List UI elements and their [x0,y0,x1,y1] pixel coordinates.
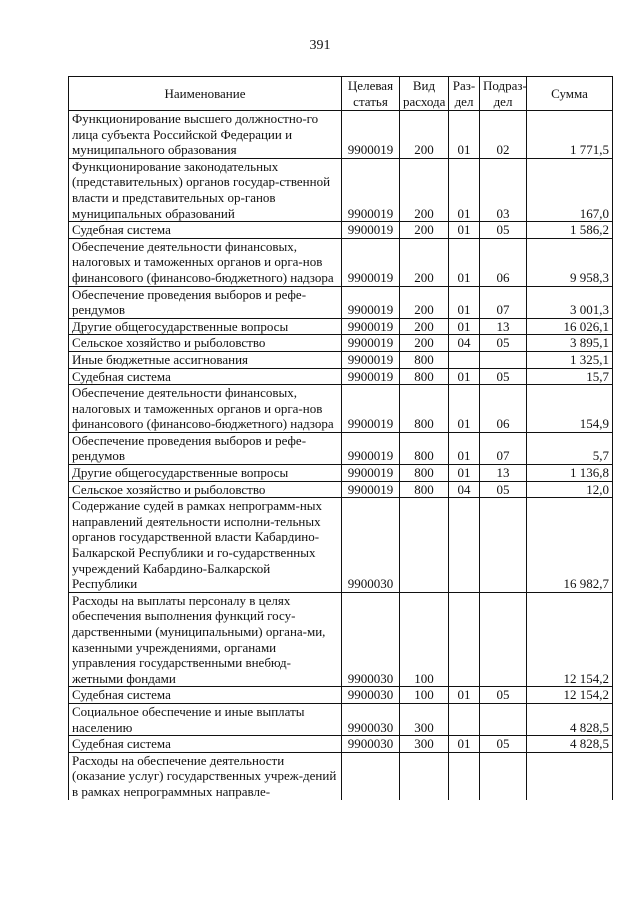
cell-section: 01 [449,158,480,221]
cell-target-article: 9900030 [342,498,400,593]
cell-section [449,592,480,687]
cell-sum: 16 982,7 [527,498,613,593]
cell-section: 01 [449,736,480,753]
cell-sum: 1 771,5 [527,111,613,159]
cell-section: 01 [449,318,480,335]
cell-sum: 3 895,1 [527,335,613,352]
cell-name: Обеспечение деятельности финансовых, налоговых и таможенных органов и орга-нов финансового (финансово-бюджетного) надзора [69,385,342,433]
cell-sum: 12 154,2 [527,592,613,687]
cell-expense-type: 200 [400,111,449,159]
cell-name: Сельское хозяйство и рыболовство [69,481,342,498]
cell-expense-type [400,498,449,593]
cell-sum: 9 958,3 [527,238,613,286]
cell-expense-type [400,752,449,799]
cell-target-article: 9900019 [342,111,400,159]
cell-section: 04 [449,481,480,498]
cell-expense-type: 800 [400,432,449,464]
cell-subsection: 03 [480,158,527,221]
cell-sum: 4 828,5 [527,703,613,735]
cell-subsection: 02 [480,111,527,159]
cell-target-article: 9900019 [342,385,400,433]
cell-target-article: 9900019 [342,318,400,335]
cell-section: 01 [449,238,480,286]
cell-subsection: 05 [480,736,527,753]
cell-target-article: 9900030 [342,687,400,704]
cell-subsection: 06 [480,238,527,286]
header-section: Раз- дел [449,77,480,111]
cell-sum: 1 586,2 [527,222,613,239]
table-row [69,498,613,593]
table-row [69,368,613,385]
cell-target-article: 9900019 [342,158,400,221]
cell-name: Судебная система [69,736,342,753]
cell-target-article: 9900019 [342,222,400,239]
cell-sum: 12 154,2 [527,687,613,704]
cell-name: Сельское хозяйство и рыболовство [69,335,342,352]
cell-name: Обеспечение проведения выборов и рефе-рендумов [69,286,342,318]
cell-target-article [342,752,400,799]
cell-subsection: 07 [480,286,527,318]
table-row [69,351,613,368]
cell-expense-type: 300 [400,736,449,753]
cell-subsection [480,752,527,799]
header-target-article: Целевая статья [342,77,400,111]
table-row [69,286,613,318]
cell-expense-type: 200 [400,222,449,239]
cell-target-article: 9900019 [342,368,400,385]
cell-subsection: 05 [480,222,527,239]
cell-expense-type: 200 [400,238,449,286]
cell-target-article: 9900019 [342,238,400,286]
cell-subsection [480,498,527,593]
cell-target-article: 9900019 [342,465,400,482]
cell-expense-type: 800 [400,368,449,385]
table-header-row [69,77,613,111]
page-number: 391 [309,38,331,53]
table-row [69,238,613,286]
cell-expense-type: 800 [400,351,449,368]
cell-subsection: 05 [480,335,527,352]
cell-section [449,498,480,593]
cell-name: Обеспечение проведения выборов и рефе-рендумов [69,432,342,464]
cell-name: Функционирование высшего должностно-го лица субъекта Российской Федерации и муниципального образования [69,111,342,159]
cell-sum: 15,7 [527,368,613,385]
table-body [69,111,613,800]
cell-sum: 1 136,8 [527,465,613,482]
cell-name: Расходы на выплаты персоналу в целях обеспечения выполнения функций госу-дарственными (муниципальными) органа-ми, казенными учреждениями, органами управления государственными внебюд-жетными фондами [69,592,342,687]
cell-subsection: 13 [480,318,527,335]
cell-expense-type: 200 [400,158,449,221]
table-row [69,687,613,704]
header-sum: Сумма [527,77,613,111]
cell-sum: 3 001,3 [527,286,613,318]
cell-name: Социальное обеспечение и иные выплаты населению [69,703,342,735]
cell-expense-type: 100 [400,592,449,687]
cell-target-article: 9900030 [342,736,400,753]
cell-name: Другие общегосударственные вопросы [69,465,342,482]
table-row [69,465,613,482]
cell-section: 01 [449,368,480,385]
cell-subsection: 05 [480,687,527,704]
cell-name: Судебная система [69,368,342,385]
cell-sum: 167,0 [527,158,613,221]
cell-expense-type: 100 [400,687,449,704]
table-row [69,752,613,799]
cell-expense-type: 800 [400,465,449,482]
cell-expense-type: 200 [400,335,449,352]
cell-name: Иные бюджетные ассигнования [69,351,342,368]
cell-section: 01 [449,465,480,482]
table-row [69,736,613,753]
cell-subsection [480,351,527,368]
header-subsection: Подраз- дел [480,77,527,111]
table-row [69,318,613,335]
cell-expense-type: 300 [400,703,449,735]
cell-target-article: 9900019 [342,351,400,368]
table-row [69,432,613,464]
cell-section: 01 [449,687,480,704]
cell-name: Другие общегосударственные вопросы [69,318,342,335]
cell-expense-type: 800 [400,385,449,433]
budget-table [68,76,613,800]
table-row [69,335,613,352]
table-row [69,703,613,735]
cell-target-article: 9900019 [342,335,400,352]
cell-section [449,752,480,799]
cell-expense-type: 200 [400,318,449,335]
cell-section: 01 [449,222,480,239]
cell-name: Судебная система [69,222,342,239]
cell-expense-type: 800 [400,481,449,498]
cell-subsection: 13 [480,465,527,482]
table-row [69,481,613,498]
cell-target-article: 9900030 [342,592,400,687]
cell-target-article: 9900019 [342,432,400,464]
cell-target-article: 9900030 [342,703,400,735]
header-expense-type: Вид расхода [400,77,449,111]
cell-sum: 154,9 [527,385,613,433]
table-row [69,385,613,433]
cell-sum: 16 026,1 [527,318,613,335]
cell-section: 04 [449,335,480,352]
header-name: Наименование [69,77,342,111]
cell-name: Обеспечение деятельности финансовых, налоговых и таможенных органов и орга-нов финансового (финансово-бюджетного) надзора [69,238,342,286]
cell-sum: 5,7 [527,432,613,464]
cell-sum [527,752,613,799]
cell-sum: 4 828,5 [527,736,613,753]
cell-subsection: 05 [480,368,527,385]
cell-section: 01 [449,111,480,159]
cell-section [449,703,480,735]
cell-section [449,351,480,368]
cell-section: 01 [449,286,480,318]
cell-expense-type: 200 [400,286,449,318]
table-row [69,222,613,239]
table-row [69,111,613,159]
cell-sum: 1 325,1 [527,351,613,368]
cell-subsection: 06 [480,385,527,433]
cell-name: Содержание судей в рамках непрограмм-ных направлений деятельности исполни-тельных органов государственной власти Кабардино-Балкарской Республики и го-сударственных учреждений Кабардино-Балкарской Республики [69,498,342,593]
table-row [69,158,613,221]
cell-name: Функционирование законодательных (представительных) органов государ-ственной власти и представительных ор-ганов муниципальных образований [69,158,342,221]
cell-target-article: 9900019 [342,286,400,318]
cell-name: Расходы на обеспечение деятельности (оказание услуг) государственных учреж-дений в рамках непрограммных направле- [69,752,342,799]
cell-subsection [480,703,527,735]
cell-subsection: 07 [480,432,527,464]
cell-name: Судебная система [69,687,342,704]
cell-sum: 12,0 [527,481,613,498]
cell-target-article: 9900019 [342,481,400,498]
cell-subsection [480,592,527,687]
cell-subsection: 05 [480,481,527,498]
cell-section: 01 [449,432,480,464]
cell-section: 01 [449,385,480,433]
table-row [69,592,613,687]
